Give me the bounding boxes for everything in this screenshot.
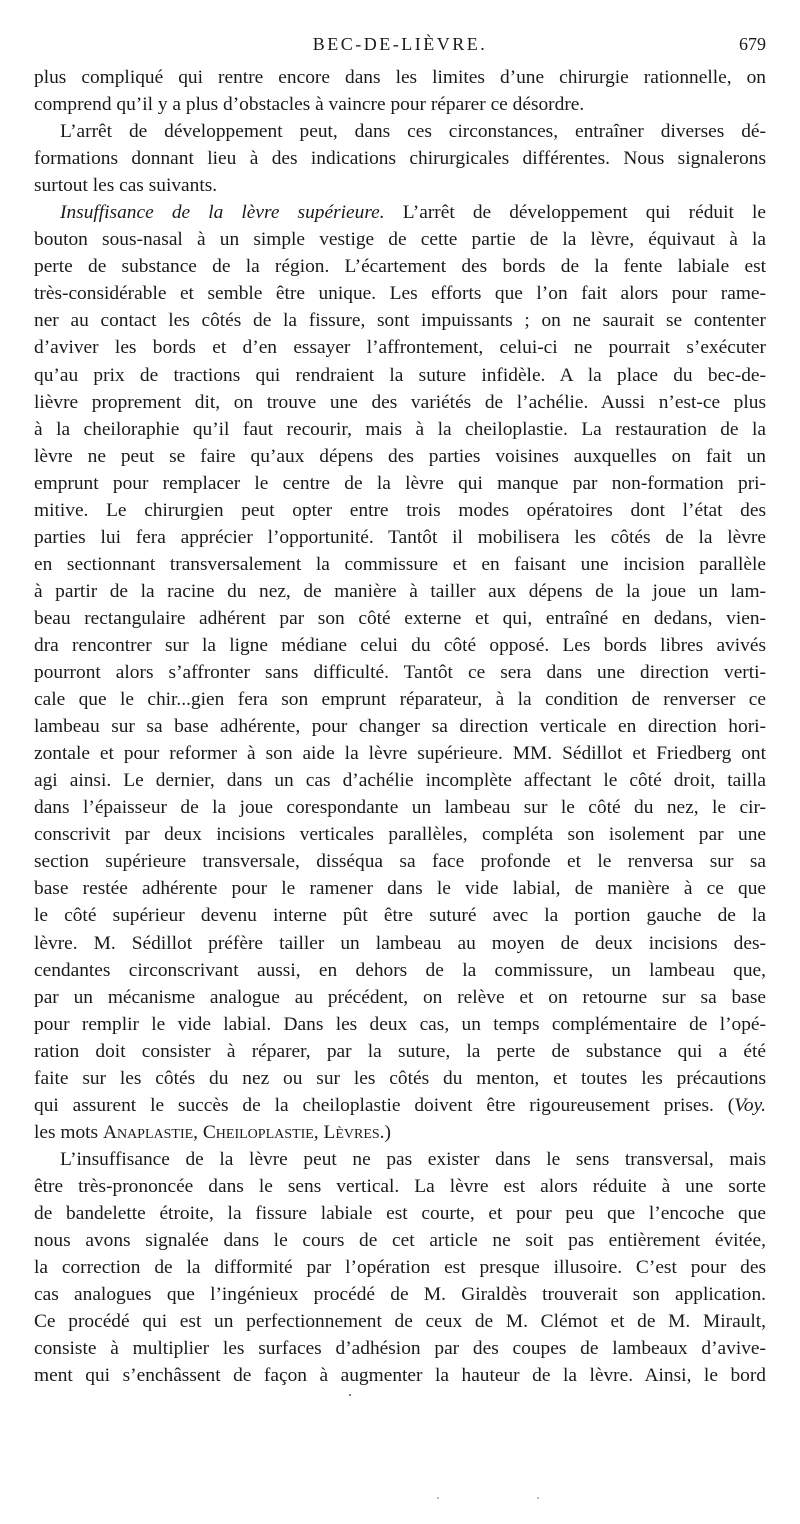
text-line: lièvre proprement dit, on trouve une des variétés de l’achélie. Aussi n’est-ce plus xyxy=(34,391,766,413)
text-line: Ce procédé qui est un perfectionnement de ceux de M. Clémot et de M. Mirault, xyxy=(34,1311,766,1333)
text-line: nous avons signalée dans le cours de cet article ne soit pas entièrement évitée, xyxy=(34,1230,766,1252)
text-line: à la cheiloraphie qu’il faut recourir, mais à la cheiloplastie. La restauration de la xyxy=(34,418,766,440)
text-line: ment qui s’enchâssent de façon à augmenter la hauteur de la lèvre. Ainsi, le bord xyxy=(34,1365,766,1387)
text-line: ner au contact les côtés de la fissure, sont impuissants ; on ne saurait se contenter xyxy=(34,310,766,332)
text-line xyxy=(34,1092,766,1119)
running-head xyxy=(34,30,766,60)
text-line: L’insuffisance de la lèvre peut ne pas exister dans le sens transversal, mais xyxy=(60,1148,766,1170)
line-text: qui assurent le succès de la cheiloplastie doivent être rigoureusement prises. ( xyxy=(34,1094,735,1116)
text-line: L’arrêt de développement peut, dans ces circonstances, entraîner diverses dé- xyxy=(60,121,766,143)
line-tail: L’arrêt de développement qui réduit le xyxy=(384,202,766,224)
text-line: à partir de la racine du nez, de manière à tailler aux dépens de la joue un lam- xyxy=(34,580,766,602)
text-line: dans l’épaisseur de la joue corespondante un lambeau sur le côté du nez, le cir- xyxy=(34,797,766,819)
text-line-section-start xyxy=(34,199,766,226)
text-line: parties lui fera apprécier l’opportunité. Tantôt il mobilisera les côtés de la lèvre xyxy=(34,526,766,548)
text-line: perte de substance de la région. L’écartement des bords de la fente labiale est xyxy=(34,256,766,278)
text-line: emprunt pour remplacer le centre de la lèvre qui manque par non-formation pri- xyxy=(34,472,766,494)
text-line: pourront alors s’affronter sans difficulté. Tantôt ce sera dans une direction verti- xyxy=(34,662,766,684)
running-title: BEC-DE-LIÈVRE. xyxy=(312,34,488,54)
text-line: être très-prononcée dans le sens vertical. La lèvre est alors réduite à une sorte xyxy=(34,1175,766,1197)
text-line: dra rencontrer sur la ligne médiane celui du côté opposé. Les bords libres avivés xyxy=(34,634,766,656)
cross-references: Anaplastie, Cheiloplastie, Lèvres.) xyxy=(102,1121,391,1143)
text-line: lèvre ne peut se faire qu’aux dépens des parties voisines auxquelles on fait un xyxy=(34,445,766,467)
text-line: cale que le chir...gien fera son emprunt réparateur, à la condition de renverser ce xyxy=(34,689,766,711)
text-line: agi ainsi. Le dernier, dans un cas d’achélie incomplète affectant le côté droit, tailla xyxy=(34,770,766,792)
text-line: base restée adhérente pour le ramener dans le vide labial, de manière à ce que xyxy=(34,878,766,900)
text-line: cas analogues que l’ingénieux procédé de M. Giraldès trouverait son application. xyxy=(34,1284,766,1306)
page-number: 679 xyxy=(739,34,766,54)
text-line: comprend qu’il y a plus d’obstacles à vaincre pour réparer ce désordre. xyxy=(34,94,585,116)
text-line: le côté supérieur devenu interne pût être suturé avec la portion gauche de la xyxy=(34,905,766,927)
text-line: en sectionnant transversalement la commissure et en faisant une incision parallèle xyxy=(34,553,766,575)
text-line: pour remplir le vide labial. Dans les deux cas, un temps complémentaire de l’opé- xyxy=(34,1013,766,1035)
text-line: qu’au prix de tractions qui rendraient la suture infidèle. A la place du bec-de- xyxy=(34,364,766,386)
text-line: formations donnant lieu à des indications chirurgicales différentes. Nous signalerons xyxy=(34,148,766,170)
italic-lead-rest: de la lèvre supérieure. xyxy=(171,202,385,224)
text-line: section supérieure transversale, disséqua sa face profonde et le renversa sur sa xyxy=(34,851,766,873)
text-line: ration doit consister à réparer, par la suture, la perte de substance qui a été xyxy=(34,1040,766,1062)
text-line: plus compliqué qui rentre encore dans les limites d’une chirurgie rationnelle, on xyxy=(34,67,766,88)
text-line: conscrivit par deux incisions verticales parallèles, compléta son isolement par une xyxy=(34,824,766,846)
body-text xyxy=(34,64,766,1389)
text-line: faite sur les côtés du nez ou sur les côtés du menton, et toutes les précautions xyxy=(34,1067,766,1089)
text-line: surtout les cas suivants. xyxy=(34,175,218,197)
line-text: les mots xyxy=(34,1121,103,1143)
text-line: bouton sous-nasal à un simple vestige de cette partie de la lèvre, équivaut à la xyxy=(34,229,766,251)
text-line: très-considérable et semble être unique. Les efforts que l’on fait alors pour rame- xyxy=(34,283,766,305)
text-line: cendantes circonscrivant aussi, en dehors de la commissure, un lambeau que, xyxy=(34,959,766,981)
text-line: lèvre. M. Sédillot préfère tailler un lambeau au moyen de deux incisions des- xyxy=(34,932,766,954)
text-line: de bandelette étroite, la fissure labiale est courte, et pour peu que l’encoche que xyxy=(34,1202,766,1224)
text-line: lambeau sur sa base adhérente, pour changer sa direction verticale en direction hori- xyxy=(34,716,766,738)
text-line: zontale et pour reformer à son aide la lèvre supérieure. MM. Sédillot et Friedberg ont xyxy=(34,743,766,765)
italic-voy: Voy. xyxy=(734,1094,766,1116)
text-line: la correction de la difformité par l’opération est presque illusoire. C’est pour des xyxy=(34,1257,766,1279)
text-line: mitive. Le chirurgien peut opter entre trois modes opératoires dont l’état des xyxy=(34,499,766,521)
text-line xyxy=(34,1119,766,1146)
text-line: consiste à multiplier les surfaces d’adhésion par des coupes de lambeaux d’avive- xyxy=(34,1338,766,1360)
text-line: par un mécanisme analogue au précédent, on relève et on retourne sur sa base xyxy=(34,986,766,1008)
text-line: beau rectangulaire adhérent par son côté externe et qui, entraîné en dedans, vien- xyxy=(34,607,766,629)
text-line: d’aviver les bords et d’en essayer l’affrontement, celui-ci ne pourrait s’exécuter xyxy=(34,337,766,359)
italic-lead: Insuffisance xyxy=(60,202,154,224)
